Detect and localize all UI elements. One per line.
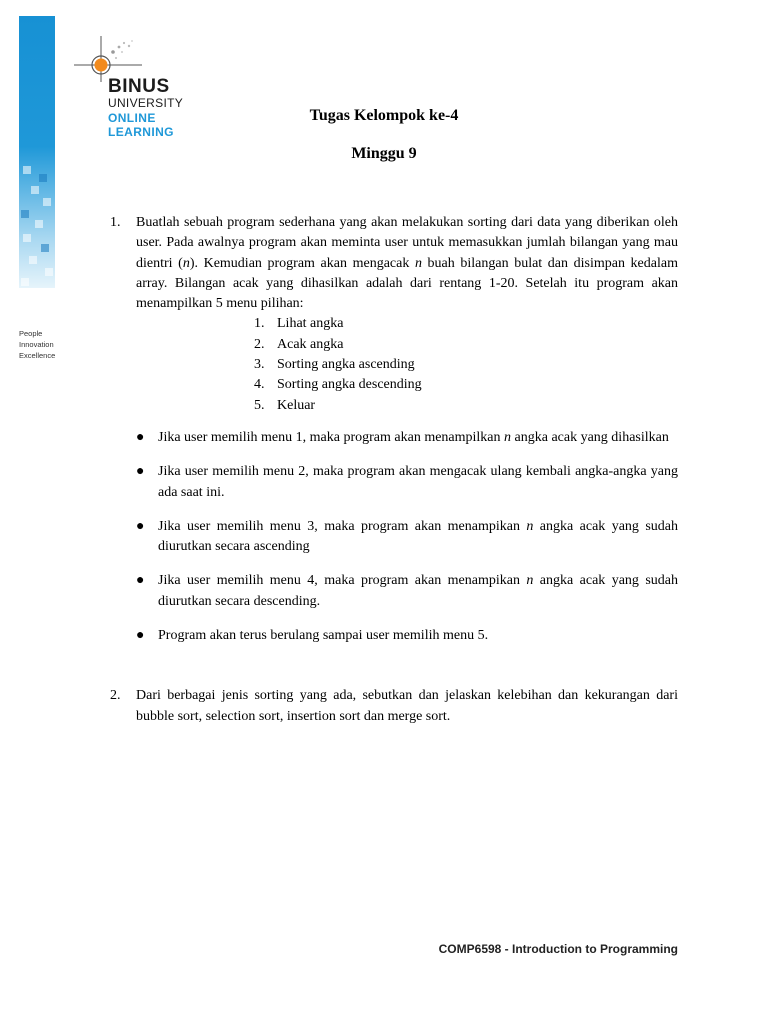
text-segment: Buatlah sebuah program sederhana yang akan melakukan sorting dari data yang diberikan oleh user. Pada awalnya program akan meminta user untuk memasukkan jumlah bilangan yang mau dientri ( xyxy=(136,215,678,271)
variable-n: n xyxy=(504,429,512,445)
menu-item xyxy=(254,335,678,355)
menu-label: Sorting angka descending xyxy=(277,377,422,393)
text-segment: angka acak yang sudah diurutkan secara descending. xyxy=(158,573,679,609)
bullet-icon: ● xyxy=(136,573,145,589)
text-segment: buah bilangan bulat dan disimpan kedalam array. Bilangan acak yang dihasilkan adalah dari rentang 1-20. Setelah itu program akan menampilkan 5 menu pilihan: xyxy=(136,255,678,312)
text-segment: Program akan terus berulang sampai user memilih menu 5. xyxy=(158,628,489,644)
menu-number: 2. xyxy=(254,336,265,352)
document-subtitle: Minggu 9 xyxy=(351,145,417,162)
menu-number: 3. xyxy=(254,357,265,373)
text-segment: Jika user memilih menu 2, maka program akan mengacak ulang kembali angka-angka yang ada saat ini. xyxy=(158,464,678,500)
assignment-content xyxy=(110,213,678,727)
bullet-list xyxy=(110,428,678,646)
menu-item xyxy=(254,355,678,375)
text-segment: Jika user memilih menu 1, maka program akan menampilkan xyxy=(158,429,505,445)
tagline-line: Excellence xyxy=(19,351,56,360)
menu-number: 1. xyxy=(254,316,265,332)
menu-label: Acak angka xyxy=(277,336,344,352)
text-segment: angka acak yang sudah diurutkan secara ascending xyxy=(158,518,679,555)
menu-item xyxy=(254,314,678,334)
text-segment: angka acak yang dihasilkan xyxy=(511,429,669,445)
menu-list xyxy=(110,314,678,415)
question-2 xyxy=(110,686,678,727)
variable-n: n xyxy=(182,255,190,271)
tagline xyxy=(19,328,55,361)
bullet-item xyxy=(110,517,678,558)
variable-n: n xyxy=(526,573,534,589)
text-segment: Jika user memilih menu 3, maka program akan menampikan xyxy=(158,518,527,534)
course-footer: COMP6598 - Introduction to Programming xyxy=(438,942,678,956)
logo-online: ONLINE xyxy=(108,111,156,125)
text-segment: Jika user memilih menu 4, maka program akan menampikan xyxy=(158,573,527,589)
bullet-item xyxy=(110,626,678,646)
text-segment: ). Kemudian program akan mengacak xyxy=(189,255,415,271)
bullet-icon: ● xyxy=(136,464,145,480)
bullet-item xyxy=(110,571,678,612)
menu-number: 4. xyxy=(254,377,265,393)
question-number: 2. xyxy=(110,688,121,704)
menu-label: Sorting angka ascending xyxy=(277,357,415,373)
variable-n: n xyxy=(526,518,534,534)
menu-number: 5. xyxy=(254,397,265,413)
bullet-icon: ● xyxy=(136,628,145,644)
binus-logo xyxy=(74,34,194,144)
tagline-line: Innovation xyxy=(19,340,54,349)
menu-item xyxy=(254,396,678,416)
menu-label: Keluar xyxy=(277,397,316,413)
menu-label: Lihat angka xyxy=(277,316,344,332)
tagline-line: People xyxy=(19,329,43,338)
variable-n: n xyxy=(414,255,422,271)
logo-learning: LEARNING xyxy=(108,125,174,139)
logo-brand: BINUS xyxy=(108,76,170,97)
question-1-text xyxy=(136,213,678,314)
decorative-side-strip xyxy=(19,16,55,288)
bullet-icon: ● xyxy=(136,429,145,445)
menu-item xyxy=(254,375,678,395)
bullet-item xyxy=(110,428,678,448)
bullet-item xyxy=(110,462,678,503)
question-2-text: Dari berbagai jenis sorting yang ada, sebutkan dan jelaskan kelebihan dan kekurangan dari bubble sort, selection sort, insertion sort dan merge sort. xyxy=(136,688,678,724)
question-1 xyxy=(110,213,678,314)
document-title: Tugas Kelompok ke-4 xyxy=(309,107,459,124)
question-number: 1. xyxy=(110,215,121,230)
logo-university: UNIVERSITY xyxy=(108,96,184,110)
bullet-icon: ● xyxy=(136,518,145,534)
